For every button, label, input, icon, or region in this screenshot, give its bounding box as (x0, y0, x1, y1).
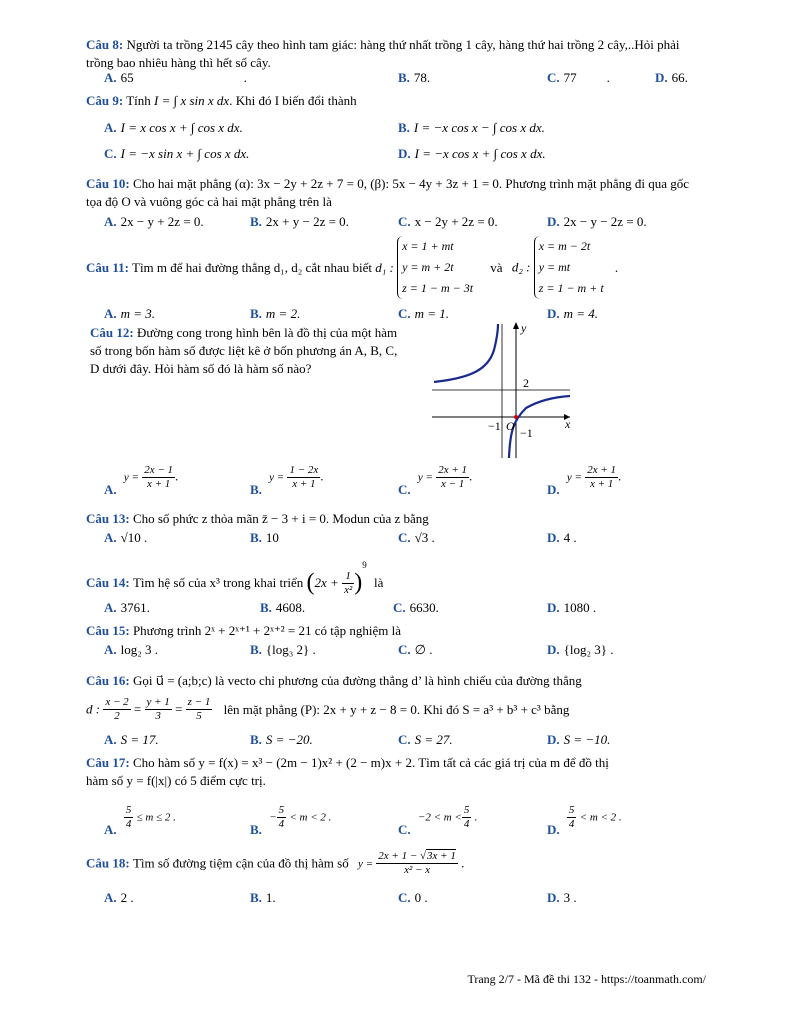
option-b: B. 1. (250, 890, 276, 905)
option-d: D. {log₂ 3} . (547, 642, 614, 657)
option-a: A. 65 . (104, 70, 247, 85)
question-17: Câu 17: Cho hàm số y = f(x) = x³ − (2m − 1)x² + (2 − m)x + 2. Tìm tất cả các giá trị của m để đồ thị hàm số y = f(|x|) có 5 điểm cực trị. (86, 755, 609, 788)
option-a: A. $\frac{5}{4}$ ≤ m ≤ 2 . (104, 804, 176, 838)
option-b: B. m = 2. (250, 306, 301, 321)
option-a: A. 2 . (104, 890, 134, 905)
option-b: B. y = $\frac{1 - 2x}{x + 1}$ . (250, 464, 324, 498)
question-8 (86, 36, 708, 72)
option-a: A. log₂ 3 . (104, 642, 159, 657)
option-c: C. x − 2y + 2z = 0. (398, 214, 498, 229)
option-c: C. S = 27. (398, 732, 453, 747)
option-b: B. I = −x cos x − ∫ cos x dx. (398, 120, 545, 135)
option-a: A. y = $\frac{2x - 1}{x + 1}$ . (104, 464, 179, 498)
tick-y-label: 2 (523, 376, 529, 390)
question-9: Câu 9: Tính I = ∫ x sin x dx. Khi đó I biến đổi thành (86, 93, 357, 108)
option-b: B. {log₃ 2} . (250, 642, 316, 657)
origin-label: O (506, 419, 515, 433)
option-d: D. 2x − y − 2z = 0. (547, 214, 647, 229)
option-a: A. S = 17. (104, 732, 159, 747)
curve-left-branch (434, 324, 498, 382)
option-c: C. ∅ . (398, 642, 433, 657)
option-c: C. I = −x sin x + ∫ cos x dx. (104, 146, 250, 161)
option-d: D. m = 4. (547, 306, 599, 321)
question-13: Câu 13: Cho số phức z thỏa mãn z̄ − 3 + i = 0. Modun của z bằng (86, 511, 429, 526)
option-d: D. S = −10. (547, 732, 611, 747)
option-c: C. y = $\frac{2x + 1}{x - 1}$ . (398, 464, 473, 498)
question-11: Câu 11: Tìm m để hai đường thẳng d₁, d₂ cắt nhau biết d₁ : x = 1 + mt y = m + 2t z = 1 − m − 3t và d₂ : x = m − 2t y = mt z = 1 − m + t . (86, 236, 618, 299)
question-label: Câu 8: (86, 37, 124, 52)
option-c: C. −2 < m < $\frac{5}{4}$ . (398, 804, 478, 838)
x-axis-label: x (565, 417, 571, 431)
question-15: Câu 15: Phương trình 2ˣ + 2ˣ⁺¹ + 2ˣ⁺² = 21 có tập nghiệm là (86, 623, 401, 638)
option-b: B. − $\frac{5}{4}$ < m < 2 . (250, 804, 332, 838)
option-c: C. 6630. (393, 600, 439, 615)
question-16: Câu 16: Gọi u⃗ = (a;b;c) là vecto chỉ phương của đường thẳng d’ là hình chiếu của đường thẳng (86, 673, 582, 688)
option-a: A. 2x − y + 2z = 0. (104, 214, 204, 229)
tick-x-label: −1 (488, 419, 501, 433)
question-14: Câu 14: Tìm hệ số của x³ trong khai triển (2x + $\frac{1}{\text{x²}}$ )$^9$ là (86, 560, 384, 596)
question-18: Câu 18: Tìm số đường tiệm cận của đồ thị hàm số y = $\frac{2x + 1 - √3x + 1}{\text{x² − x}}$ . (86, 850, 465, 876)
line-d1-system: x = 1 + mt y = m + 2t z = 1 − m − 3t (397, 236, 473, 299)
option-d: D. 1080 . (547, 600, 597, 615)
option-d: D. 3 . (547, 890, 577, 905)
tick-neg-label: −1 (520, 426, 533, 440)
line-d2-system: x = m − 2t y = mt z = 1 − m + t (534, 236, 604, 299)
question-12: Câu 12: Đường cong trong hình bên là đồ thị của một hàm số trong bốn hàm số được liệt kê ở bốn phương án A, B, C, D dưới đây. Hỏi hàm số đó là hàm số nào? (90, 325, 398, 376)
option-a: A. m = 3. (104, 306, 156, 321)
y-axis-label: y (521, 321, 527, 335)
option-a: A. 3761. (104, 600, 150, 615)
option-b: B. S = −20. (250, 732, 313, 747)
option-c: C. m = 1. (398, 306, 450, 321)
option-c: C. √3 . (398, 530, 435, 545)
question-16-line2: d : $\frac{x - 2}{2}$ = $\frac{y + 1}{3}$ = $\frac{z - 1}{5}$ lên mặt phẳng (P): 2x + y + z − 8 = 0. Khi đó S = a³ + b³ + c³ bằng (86, 696, 570, 722)
option-b: B. 2x + y − 2z = 0. (250, 214, 349, 229)
option-d: D. $\frac{5}{4}$ < m < 2 . (547, 804, 622, 838)
curve-right-branch (509, 396, 570, 458)
option-c: C. 77 . (547, 70, 610, 85)
question-text: Người ta trồng 2145 cây theo hình tam giác: hàng thứ nhất trồng 1 cây, hàng thứ hai trồng 2 cây,..Hỏi phải trồng bao nhiêu hàng thì hết số cây. (86, 37, 680, 70)
function-graph (430, 320, 575, 460)
option-a: A. I = x cos x + ∫ cos x dx. (104, 120, 243, 135)
page-footer: Trang 2/7 - Mã đề thi 132 - https://toanmath.com/ (467, 972, 706, 986)
option-d: D. 66. (655, 70, 688, 85)
question-10: Câu 10: Cho hai mặt phẳng (α): 3x − 2y + 2z + 7 = 0, (β): 5x − 4y + 3z + 1 = 0. Phương trình mặt phẳng đi qua gốc tọa độ O và vuông góc cả hai mặt phẳng trên là (86, 176, 690, 209)
option-a: A. √10 . (104, 530, 148, 545)
option-d: D. I = −x cos x + ∫ cos x dx. (398, 146, 546, 161)
option-d: D. 4 . (547, 530, 577, 545)
option-c: C. 0 . (398, 890, 428, 905)
y-axis-arrow (513, 322, 519, 329)
option-d: D. y = $\frac{2x + 1}{x + 1}$ . (547, 464, 622, 498)
option-b: B. 4608. (260, 600, 306, 615)
option-b: B. 10 (250, 530, 279, 545)
option-b: B. 78. (398, 70, 431, 85)
